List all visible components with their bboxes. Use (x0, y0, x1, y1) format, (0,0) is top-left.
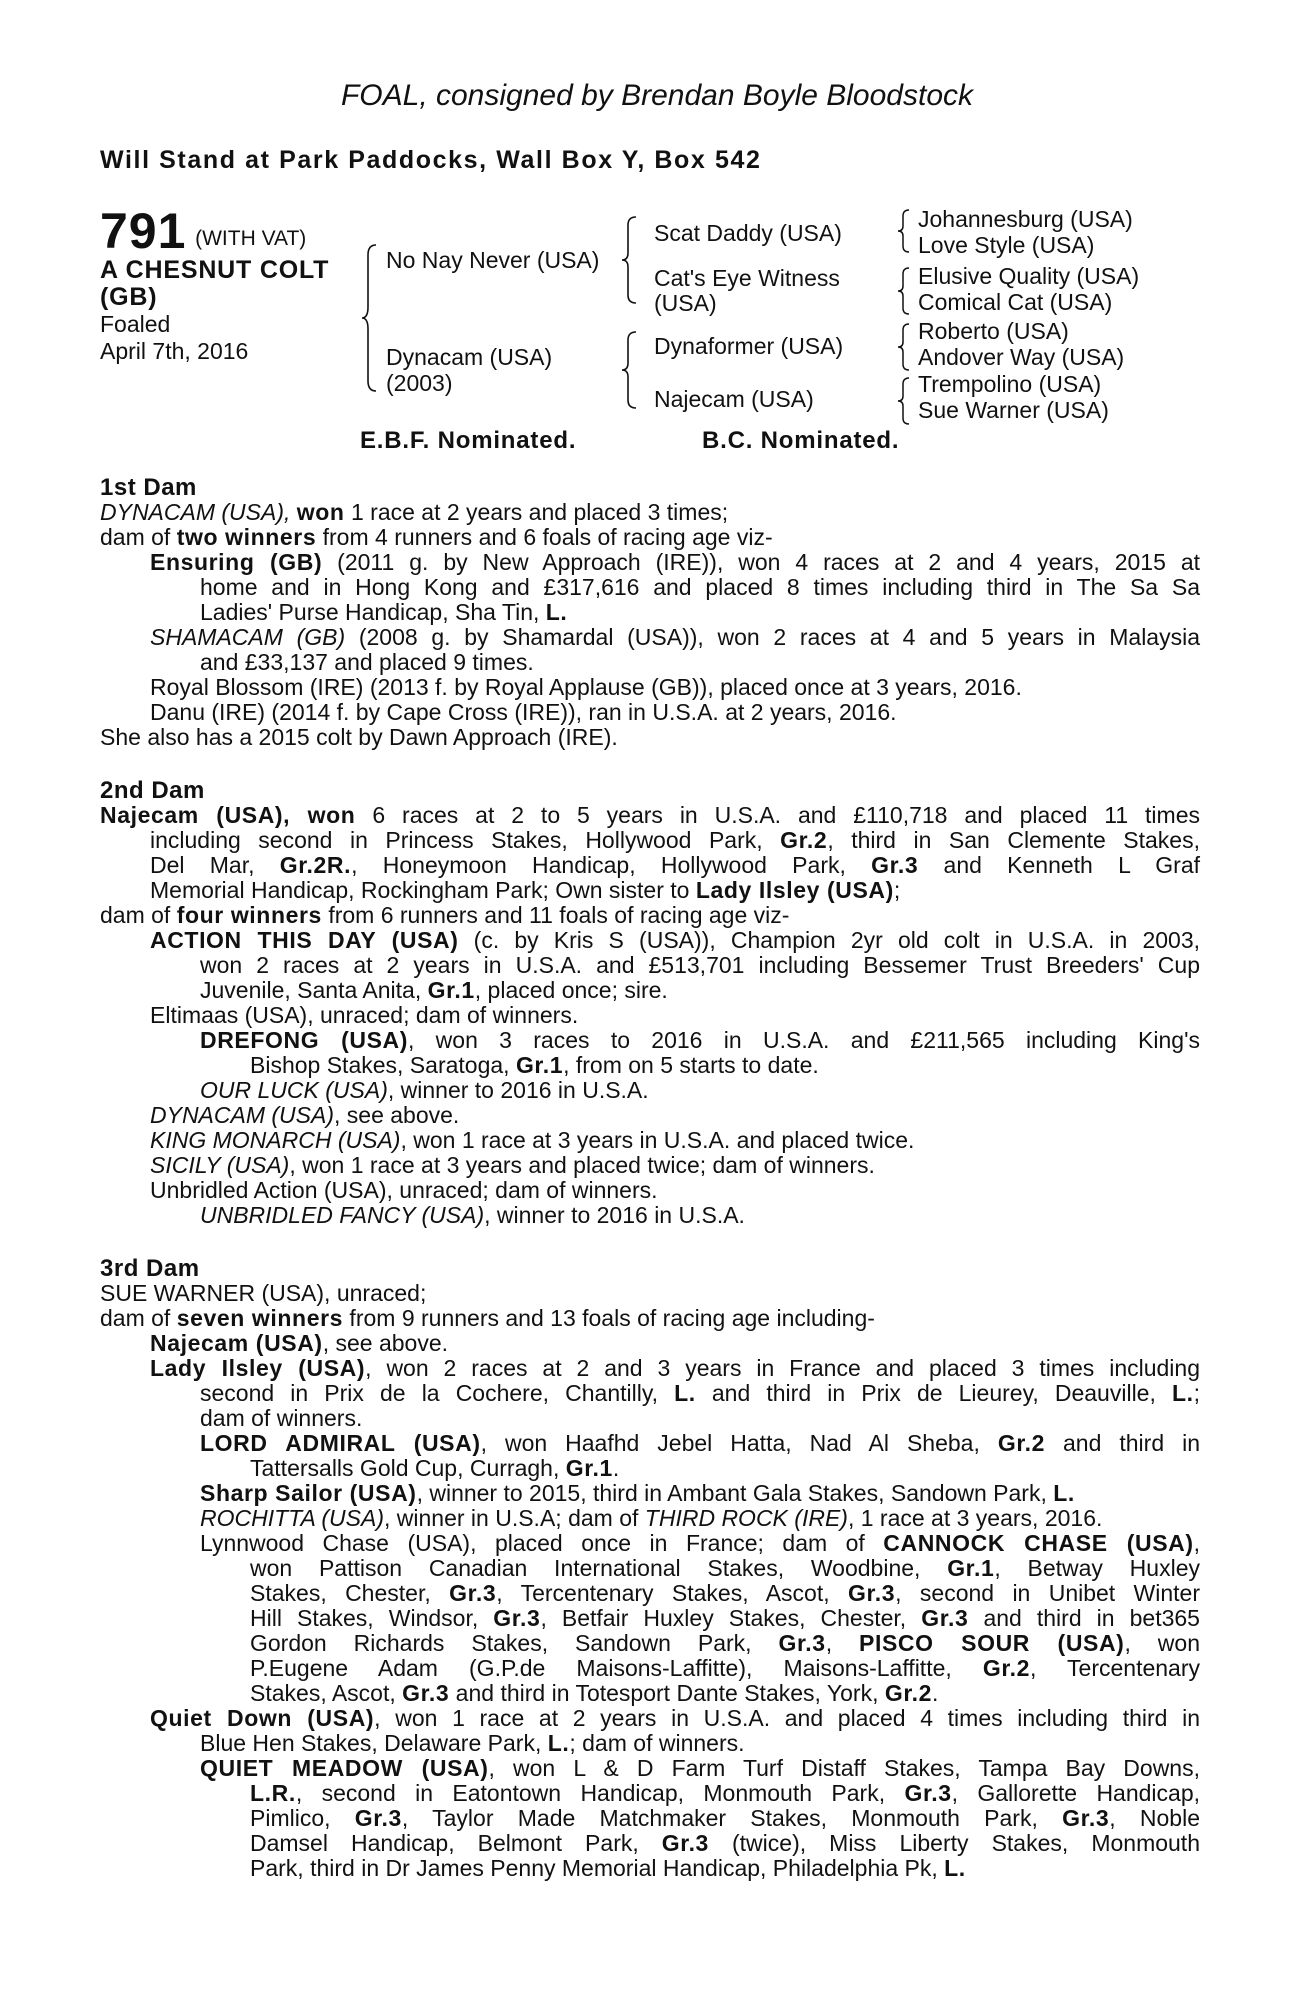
third-dam-line: Stakes, Ascot, Gr.3 and third in Totesport Dante Stakes, York, Gr.2. (250, 1680, 939, 1706)
second-dam-heading: 2nd Dam (100, 777, 205, 804)
vat-note: (WITH VAT) (195, 227, 307, 250)
brace-g7-g8 (896, 376, 912, 426)
second-dam-line: Del Mar, Gr.2R., Honeymoon Handicap, Hollywood Park, Gr.3 and Kenneth L Graf (150, 852, 1201, 878)
lot-number-row (100, 205, 370, 257)
pedigree-g5: Roberto (USA) (918, 318, 1069, 344)
third-dam-line: L.R., second in Eatontown Handicap, Monmouth Park, Gr.3, Gallorette Handicap, (250, 1780, 1201, 1806)
second-dam-line: DREFONG (USA), won 3 races to 2016 in U.S.A. and £211,565 including King's (200, 1027, 1200, 1053)
foaled-label: Foaled (100, 311, 171, 337)
third-dam-line: Lynnwood Chase (USA), placed once in France; dam of CANNOCK CHASE (USA), (200, 1530, 1200, 1556)
brace-sire-dam (360, 243, 380, 393)
pedigree-g3: Elusive Quality (USA) (918, 263, 1140, 289)
third-dam-line: Tattersalls Gold Cup, Curragh, Gr.1. (250, 1455, 620, 1481)
first-dam-line: and £33,137 and placed 9 times. (200, 649, 534, 675)
pedigree-g6: Andover Way (USA) (918, 344, 1125, 370)
third-dam-line: dam of winners. (200, 1405, 363, 1431)
first-dam-line: Royal Blossom (IRE) (2013 f. by Royal Applause (GB)), placed once at 3 years, 2016. (150, 674, 1022, 700)
third-dam-heading: 3rd Dam (100, 1255, 200, 1282)
third-dam-line: won Pattison Canadian International Stakes, Woodbine, Gr.1, Betway Huxley (250, 1555, 1200, 1581)
lot-number: 791 (100, 203, 187, 259)
first-dam-line: Ensuring (GB) (2011 g. by New Approach (IRE)), won 4 races at 2 and 4 years, 2015 at (150, 549, 1200, 575)
pedigree-dam-year: (2003) (386, 370, 453, 396)
second-dam-line: won 2 races at 2 years in U.S.A. and £513,701 including Bessemer Trust Breeders' Cup (200, 952, 1200, 978)
third-dam-line: Blue Hen Stakes, Delaware Park, L.; dam of winners. (200, 1730, 745, 1756)
brace-g3-g4 (896, 266, 912, 316)
brace-g5-g6 (896, 322, 912, 372)
first-dam-line: dam of two winners from 4 runners and 6 foals of racing age viz- (100, 524, 773, 550)
third-dam-line: ROCHITTA (USA), winner in U.S.A; dam of THIRD ROCK (IRE), 1 race at 3 years, 2016. (200, 1505, 1103, 1531)
third-dam-line: Stakes, Chester, Gr.3, Tercentenary Stakes, Ascot, Gr.3, second in Unibet Winter (250, 1580, 1201, 1606)
third-dam-line: Gordon Richards Stakes, Sandown Park, Gr.3, PISCO SOUR (USA), won (250, 1630, 1200, 1656)
foaled-date: April 7th, 2016 (100, 338, 249, 364)
page-title: FOAL, consigned by Brendan Boyle Bloodstock (340, 79, 974, 112)
pedigree-g4: Comical Cat (USA) (918, 289, 1113, 315)
pedigree-sire-dam: Cat's Eye Witness (654, 265, 840, 291)
third-dam-line: Najecam (USA), see above. (150, 1330, 448, 1356)
pedigree-sire-dam-country: (USA) (654, 290, 717, 316)
pedigree-dam-dam: Najecam (USA) (654, 386, 814, 412)
brace-g1-g2 (896, 208, 912, 254)
third-dam-line: LORD ADMIRAL (USA), won Haafhd Jebel Hatta, Nad Al Sheba, Gr.2 and third in (200, 1430, 1200, 1456)
brace-dam-line (620, 330, 640, 410)
lot-origin: (GB) (100, 283, 158, 311)
second-dam-line: including second in Princess Stakes, Hollywood Park, Gr.2, third in San Clemente Stakes, (150, 827, 1200, 853)
third-dam-line: Sharp Sailor (USA), winner to 2015, third in Ambant Gala Stakes, Sandown Park, L. (200, 1480, 1075, 1506)
pedigree-g8: Sue Warner (USA) (918, 397, 1109, 423)
second-dam-line: Unbridled Action (USA), unraced; dam of winners. (150, 1177, 658, 1203)
second-dam-line: UNBRIDLED FANCY (USA), winner to 2016 in U.S.A. (200, 1202, 745, 1228)
third-dam-line: SUE WARNER (USA), unraced; (100, 1280, 427, 1306)
third-dam-line: QUIET MEADOW (USA), won L & D Farm Turf Distaff Stakes, Tampa Bay Downs, (200, 1755, 1200, 1781)
third-dam-line: second in Prix de la Cochere, Chantilly, L. and third in Prix de Lieurey, Deauville, L.; (200, 1380, 1201, 1406)
third-dam-line: Hill Stakes, Windsor, Gr.3, Betfair Huxley Stakes, Chester, Gr.3 and third in bet365 (250, 1605, 1200, 1631)
lot-info (100, 205, 370, 365)
third-dam-line: Pimlico, Gr.3, Taylor Made Matchmaker Stakes, Monmouth Park, Gr.3, Noble (250, 1805, 1200, 1831)
pedigree-g7: Trempolino (USA) (918, 371, 1102, 397)
first-dam-line: Danu (IRE) (2014 f. by Cape Cross (IRE)), ran in U.S.A. at 2 years, 2016. (150, 699, 897, 725)
brace-sire-line (620, 215, 640, 305)
second-dam-line: Eltimaas (USA), unraced; dam of winners. (150, 1002, 579, 1028)
ebf-nominated: E.B.F. Nominated. (360, 427, 577, 454)
pedigree-g1: Johannesburg (USA) (918, 206, 1133, 232)
third-dam-line: Lady Ilsley (USA), won 2 races at 2 and 3 years in France and placed 3 times including (150, 1355, 1200, 1381)
pedigree-g2: Love Style (USA) (918, 232, 1095, 258)
third-dam-line: P.Eugene Adam (G.P.de Maisons-Laffitte), Maisons-Laffitte, Gr.2, Tercentenary (250, 1655, 1201, 1681)
pedigree-sire-sire: Scat Daddy (USA) (654, 220, 842, 246)
first-dam-line: Ladies' Purse Handicap, Sha Tin, L. (200, 599, 568, 625)
first-dam-line: home and in Hong Kong and £317,616 and placed 8 times including third in The Sa Sa (200, 574, 1200, 600)
first-dam-line: DYNACAM (USA), won 1 race at 2 years and placed 3 times; (100, 499, 729, 525)
second-dam-line: Memorial Handicap, Rockingham Park; Own sister to Lady Ilsley (USA); (150, 877, 901, 903)
second-dam-line: DYNACAM (USA), see above. (150, 1102, 460, 1128)
pedigree-sire: No Nay Never (USA) (386, 247, 600, 273)
bc-nominated: B.C. Nominated. (702, 427, 900, 454)
second-dam-line: KING MONARCH (USA), won 1 race at 3 years in U.S.A. and placed twice. (150, 1127, 915, 1153)
second-dam-line: SICILY (USA), won 1 race at 3 years and placed twice; dam of winners. (150, 1152, 875, 1178)
third-dam-line: Park, third in Dr James Penny Memorial Handicap, Philadelphia Pk, L. (250, 1855, 966, 1881)
pedigree-dam: Dynacam (USA) (386, 344, 553, 370)
first-dam-line: SHAMACAM (GB) (2008 g. by Shamardal (USA)), won 2 races at 4 and 5 years in Malaysia (150, 624, 1200, 650)
second-dam-line: ACTION THIS DAY (USA) (c. by Kris S (USA)), Champion 2yr old colt in U.S.A. in 2003, (150, 927, 1200, 953)
second-dam-line: Bishop Stakes, Saratoga, Gr.1, from on 5 starts to date. (250, 1052, 819, 1078)
lot-description: A CHESNUT COLT (100, 256, 330, 284)
stand-location: Will Stand at Park Paddocks, Wall Box Y, Box 542 (100, 146, 762, 174)
second-dam-line: dam of four winners from 6 runners and 11 foals of racing age viz- (100, 902, 790, 928)
first-dam-heading: 1st Dam (100, 474, 197, 501)
first-dam-line: She also has a 2015 colt by Dawn Approach (IRE). (100, 724, 618, 750)
second-dam-line: OUR LUCK (USA), winner to 2016 in U.S.A. (200, 1077, 649, 1103)
pedigree-dam-sire: Dynaformer (USA) (654, 333, 844, 359)
second-dam-line: Najecam (USA), won 6 races at 2 to 5 years in U.S.A. and £110,718 and placed 11 times (100, 802, 1200, 828)
second-dam-line: Juvenile, Santa Anita, Gr.1, placed once; sire. (200, 977, 668, 1003)
third-dam-line: Quiet Down (USA), won 1 race at 2 years in U.S.A. and placed 4 times including third in (150, 1705, 1200, 1731)
third-dam-line: Damsel Handicap, Belmont Park, Gr.3 (twice), Miss Liberty Stakes, Monmouth (250, 1830, 1200, 1856)
third-dam-line: dam of seven winners from 9 runners and 13 foals of racing age including- (100, 1305, 875, 1331)
